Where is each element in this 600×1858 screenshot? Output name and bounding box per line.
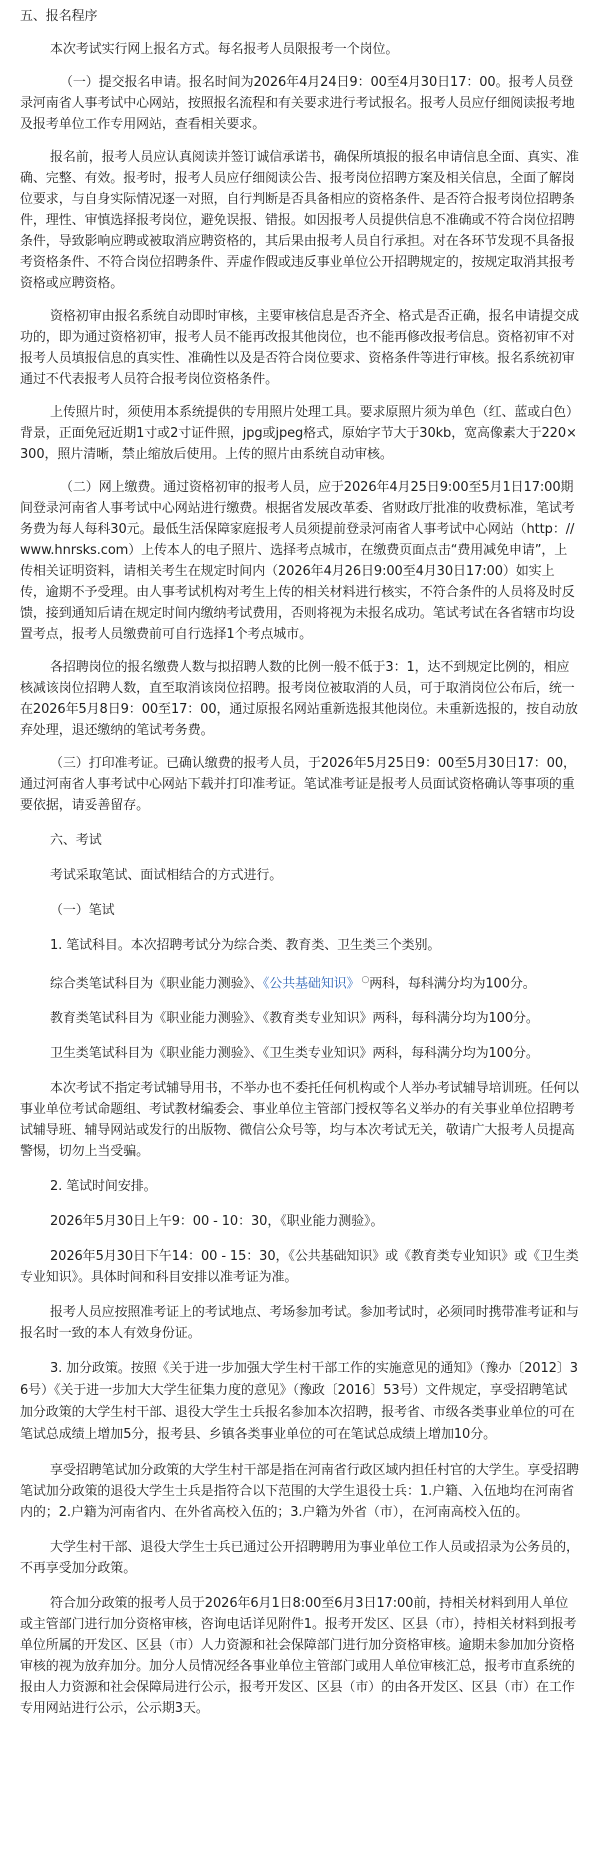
paragraph: 上传照片时，须使用本系统提供的专用照片处理工具。要求原照片须为单色（红、蓝或白色）背景，正面免冠近期1寸或2寸证件照，jpg或jpeg格式，原始字节大于30kb，宽高像素大于220×300，照片清晰，禁止缩放后使用。上传的照片由系统自动审核。 xyxy=(20,405,579,462)
paragraph: 本次考试实行网上报名方式。每名报考人员限报考一个岗位。 xyxy=(50,42,399,57)
paragraph: （二）网上缴费。通过资格初审的报考人员，应于2026年4月25日9:00至5月1日17:00期间登录河南省人事考试中心网站进行缴费。根据省发展改革委、省财政厅批准的收费标准，笔试考务费为每人每科30元。最低生活保障家庭报考人员须提前登录河南省人事考试中心网站（http：//www.hnrsks.com）上传本人的电子照片、选择考点城市，在缴费页面点击“费用减免申请”，上传相关证明资料，请相关考生在规定时间内（2026年4月26日9:00至4月30日17:00）如实上传，逾期不予受理。由人事考试机构对考生上传的相关材料进行核实，不符合条件的人员将及时反馈，接到通知后请在规定时间内缴纳考试费用，否则将视为未报名成功。笔试考试在各省辖市均设置考点，报考人员缴费前可自行选择1个考点城市。 xyxy=(20,480,575,642)
paragraph: 各招聘岗位的报名缴费人数与拟招聘人数的比例一般不低于3：1，达不到规定比例的，相应核减该岗位招聘人数，直至取消该岗位招聘。报考岗位被取消的人员，可于取消岗位公布后，统一在2026年5月8日9：00至17：00，通过原报名网站重新选报其他岗位。未重新选报的，按自动放弃处理，退还缴纳的笔试考务费。 xyxy=(20,660,578,738)
paragraph: 符合加分政策的报考人员于2026年6月1日8:00至6月3日17:00前，持相关材料到用人单位或主管部门进行加分资格审核，咨询电话详见附件1。报考开发区、区县（市），持相关材料到报考单位所属的开发区、区县（市）人力资源和社会保障部门进行加分资格审核。逾期未参加加分资格审核的视为放弃加分。加分人员情况经各事业单位主管部门或用人单位审核汇总，报考市直系统的报由人力资源和社会保障局进行公示，报考开发区、区县（市）的由各开发区、区县（市）在工作专用网站进行公示，公示期3天。 xyxy=(20,1596,577,1717)
search-icon[interactable]: ○ xyxy=(361,975,370,985)
paragraph: （三）打印准考证。已确认缴费的报考人员，于2026年5月25日9：00至5月30日17：00，通过河南省人事考试中心网站下载并打印准考证。笔试准考证是报考人员面试资格确认等事项的重要依据，请妥善留存。 xyxy=(20,756,576,813)
paragraph: （一）提交报名申请。报名时间为2026年4月24日9：00至4月30日17：00。报考人员登录河南省人事考试中心网站，按照报名流程和有关要求进行考试报名。报考人员应仔细阅读报考地及报考单位工作专用网站，查看相关要求。 xyxy=(20,75,575,132)
paragraph: 卫生类笔试科目为《职业能力测验》、《卫生类专业知识》两科，每科满分均为100分。 xyxy=(50,1046,539,1062)
paragraph: 教育类笔试科目为《职业能力测验》、《教育类专业知识》两科，每科满分均为100分。 xyxy=(50,1011,539,1027)
section-title: 五、报名程序 xyxy=(20,9,98,24)
paragraph: 资格初审由报名系统自动即时审核，主要审核信息是否齐全、格式是否正确，报名申请提交成功的，即为通过资格初审，报考人员不能再改报其他岗位，也不能再修改报考信息。资格初审不对报考人员填报信息的真实性、准确性以及是否符合岗位要求、资格条件等进行审核。报名系统初审通过不代表报考人员符合报考岗位资格条件。 xyxy=(20,309,579,387)
paragraph: 2026年5月30日上午9：00 - 10：30，《职业能力测验》。 xyxy=(50,1214,384,1230)
subsection-title: （一）笔试 xyxy=(50,903,115,918)
paragraph: 本次考试不指定考试辅导用书，不举办也不委托任何机构或个人举办考试辅导培训班。任何以事业单位考试命题组、考试教材编委会、事业单位主管部门授权等名义举办的有关事业单位招聘考试辅导班、辅导网站或发行的出版物、微信公众号等，均与本次考试无关，敬请广大报考人员提高警惕，切勿上当受骗。 xyxy=(20,1081,579,1160)
paragraph-text: 两科，每科满分均为100分。 xyxy=(369,976,536,992)
paragraph: 2. 笔试时间安排。 xyxy=(50,1179,157,1195)
public-knowledge-link[interactable]: 《公共基础知识》 xyxy=(262,976,360,992)
paragraph: 1. 笔试科目。本次招聘考试分为综合类、教育类、卫生类三个类别。 xyxy=(50,938,441,953)
paragraph: 大学生村干部、退役大学生士兵已通过公开招聘聘用为事业单位工作人员或招录为公务员的，不再享受加分政策。 xyxy=(20,1540,579,1577)
paragraph xyxy=(20,970,580,994)
paragraph: 报名前，报考人员应认真阅读并签订诚信承诺书，确保所填报的报名申请信息全面、真实、准确、完整、有效。报考时，报考人员应仔细阅读公告、报考岗位招聘方案及相关信息，全面了解岗位要求，与自身实际情况逐一对照，自行判断是否具备相应的资格条件、是否符合报考岗位招聘条件，理性、审慎选择报考岗位，避免误报、错报。如因报考人员提供信息不准确或不符合岗位招聘条件，导致影响应聘或被取消应聘资格的，其后果由报考人员自行承担。对在各环节发现不具备报考资格条件、不符合岗位招聘条件、弄虚作假或违反事业单位公开招聘规定的，按规定取消其报考资格或应聘资格。 xyxy=(20,150,579,291)
paragraph: 报考人员应按照准考证上的考试地点、考场参加考试。参加考试时，必须同时携带准考证和与报名时一致的本人有效身份证。 xyxy=(20,1305,579,1342)
paragraph: 3. 加分政策。按照《关于进一步加强大学生村干部工作的实施意见的通知》（豫办〔2012〕36号）《关于进一步加大大学生征集力度的意见》（豫政〔2016〕53号）文件规定，享受招聘笔试加分政策的大学生村干部、退役大学生士兵报名参加本次招聘，报考省、市级各类事业单位的可在笔试总成绩上增加5分，报考县、乡镇各类事业单位的可在笔试总成绩上增加10分。 xyxy=(20,1361,578,1443)
section-title: 六、考试 xyxy=(50,833,102,848)
paragraph-text: 综合类笔试科目为《职业能力测验》、 xyxy=(50,976,263,992)
paragraph: 考试采取笔试、面试相结合的方式进行。 xyxy=(50,868,283,883)
paragraph: 2026年5月30日下午14：00 - 15：30，《公共基础知识》或《教育类专业知识》或《卫生类专业知识》。具体时间和科目安排以准考证为准。 xyxy=(20,1249,579,1286)
paragraph: 享受招聘笔试加分政策的大学生村干部是指在河南省行政区域内担任村官的大学生。享受招聘笔试加分政策的退役大学生士兵是指符合以下范围的大学生退役士兵：1.户籍、入伍地均在河南省内的；2.户籍为河南省内、在外省高校入伍的；3.户籍为外省（市），在河南高校入伍的。 xyxy=(20,1463,579,1521)
